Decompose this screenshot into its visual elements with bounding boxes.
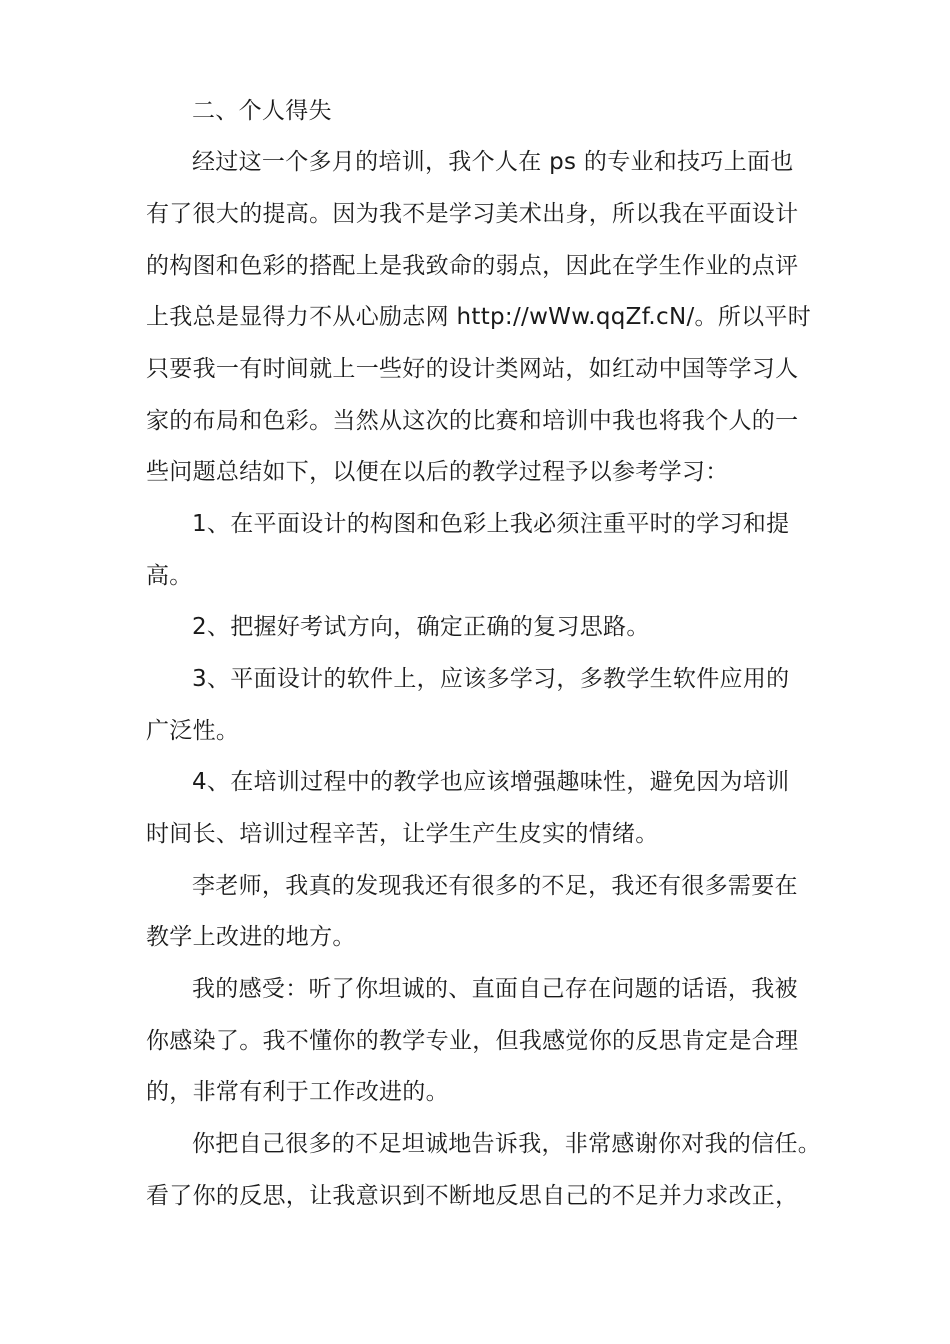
- list-item-line: 1、在平面设计的构图和色彩上我必须注重平时的学习和提: [192, 511, 790, 537]
- list-item-line: 高。: [146, 563, 193, 589]
- paragraph-line: 家的布局和色彩。当然从这次的比赛和培训中我也将我个人的一: [146, 408, 799, 434]
- paragraph-line: 李老师，我真的发现我还有很多的不足，我还有很多需要在: [192, 873, 798, 899]
- paragraph-line: 你感染了。我不懂你的教学专业，但我感觉你的反思肯定是合理: [146, 1028, 799, 1054]
- paragraph-line: 有了很大的提高。因为我不是学习美术出身，所以我在平面设计: [146, 201, 799, 227]
- paragraph-line: 上我总是显得力不从心励志网 http://wWw.qqZf.cN/。所以平时: [146, 304, 812, 330]
- paragraph-line: 看了你的反思，让我意识到不断地反思自己的不足并力求改正，: [146, 1183, 799, 1209]
- paragraph-line: 只要我一有时间就上一些好的设计类网站，如红动中国等学习人: [146, 356, 799, 382]
- list-item-line: 3、平面设计的软件上，应该多学习，多教学生软件应用的: [192, 666, 790, 692]
- paragraph-line: 我的感受：听了你坦诚的、直面自己存在问题的话语，我被: [192, 976, 798, 1002]
- paragraph-line: 教学上改进的地方。: [146, 924, 356, 950]
- paragraph-line: 的，非常有利于工作改进的。: [146, 1079, 449, 1105]
- section-heading: 二、个人得失: [192, 98, 332, 124]
- list-item-line: 广泛性。: [146, 718, 240, 744]
- list-item-line: 4、在培训过程中的教学也应该增强趣味性，避免因为培训: [192, 769, 790, 795]
- paragraph-line: 经过这一个多月的培训，我个人在 ps 的专业和技巧上面也: [192, 149, 794, 175]
- paragraph-line: 的构图和色彩的搭配上是我致命的弱点，因此在学生作业的点评: [146, 253, 799, 279]
- list-item-line: 时间长、培训过程辛苦，让学生产生皮实的情绪。: [146, 821, 659, 847]
- paragraph-line: 些问题总结如下，以便在以后的教学过程予以参考学习：: [146, 459, 729, 485]
- list-item-line: 2、把握好考试方向，确定正确的复习思路。: [192, 614, 650, 640]
- paragraph-line: 你把自己很多的不足坦诚地告诉我，非常感谢你对我的信任。: [192, 1131, 822, 1157]
